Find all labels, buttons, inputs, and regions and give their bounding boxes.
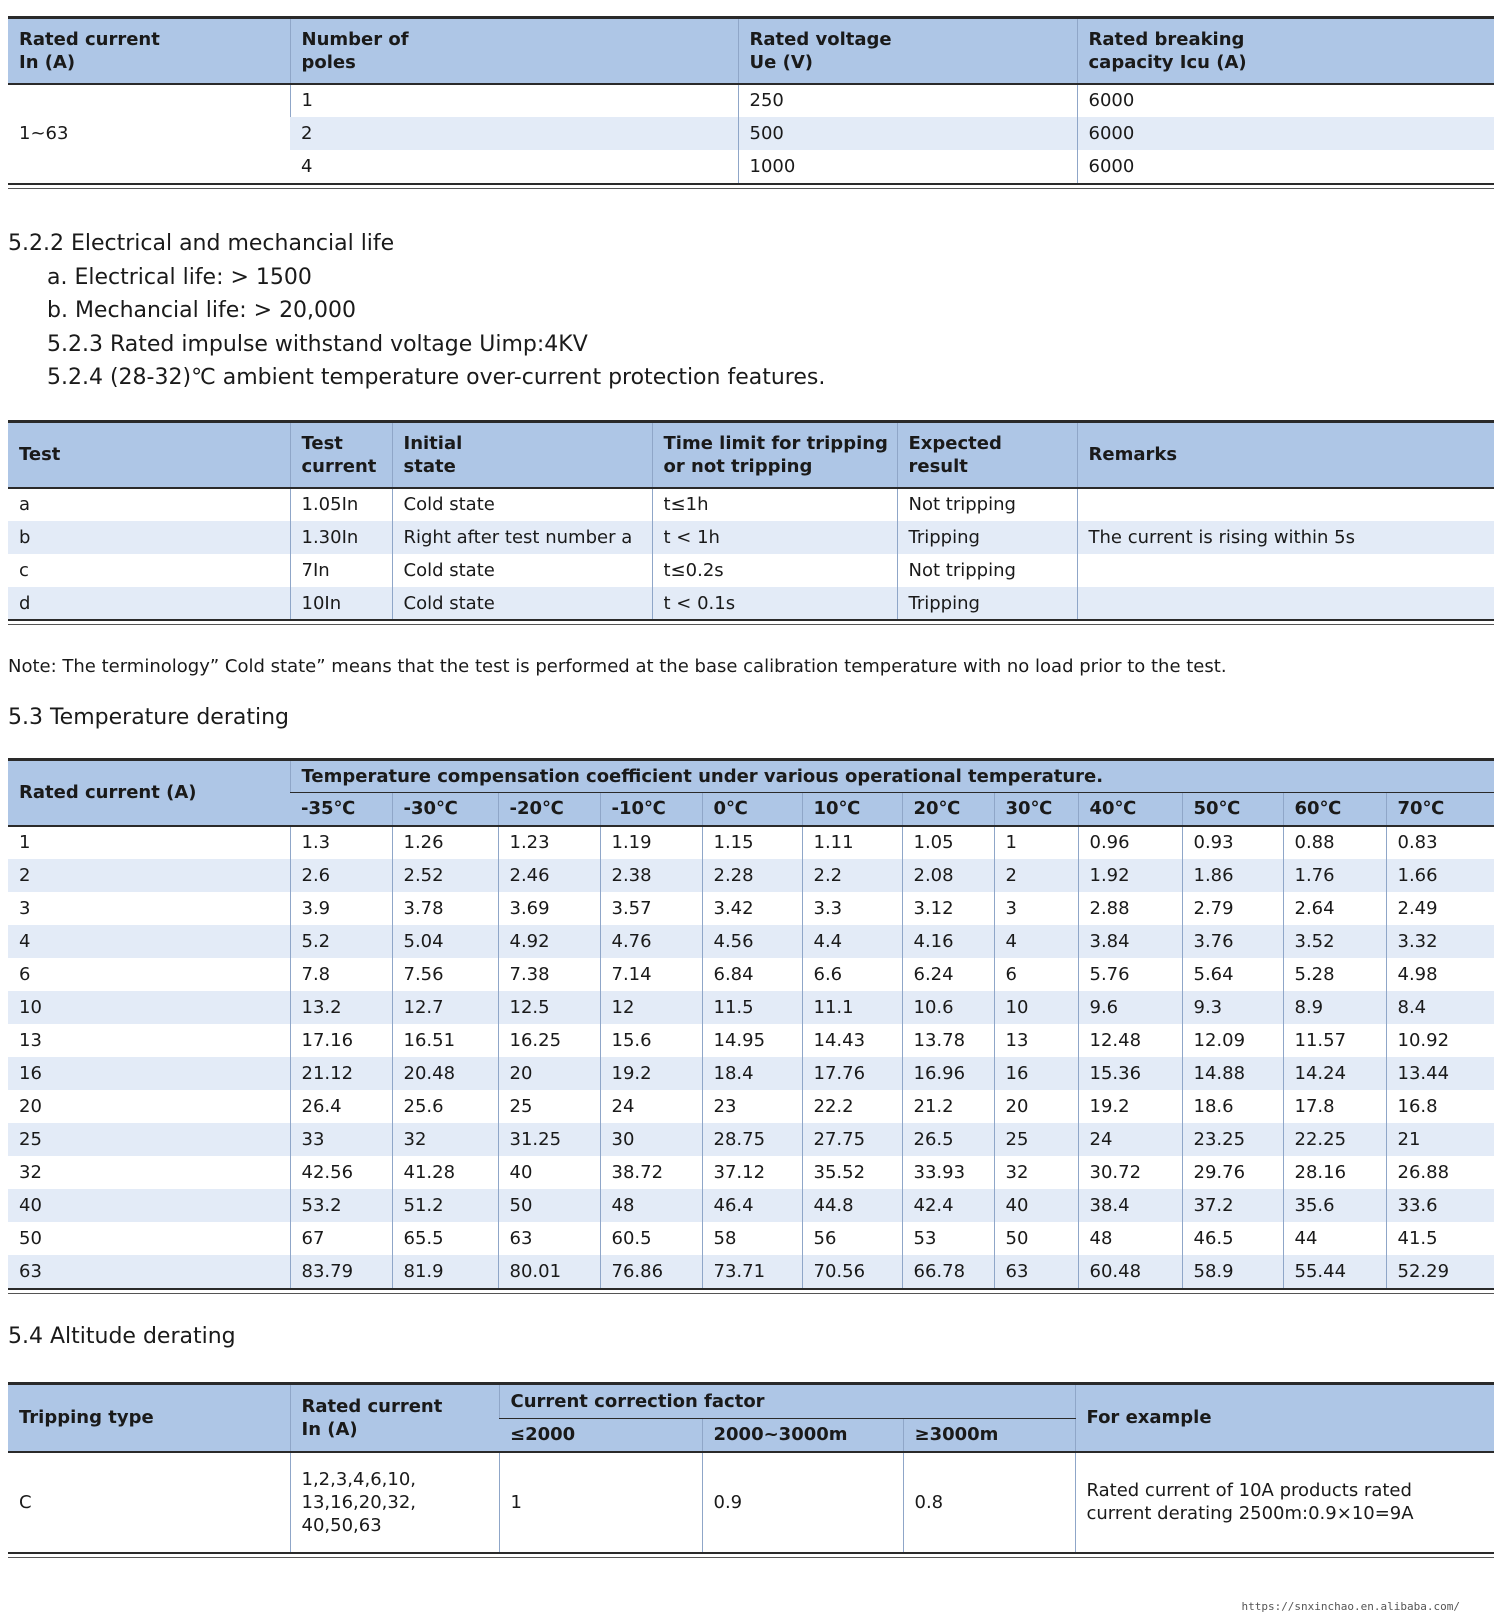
cell: 4.16 xyxy=(902,925,994,958)
cell: 40 xyxy=(8,1189,290,1222)
cell: 2.52 xyxy=(392,859,498,892)
cell: 21 xyxy=(1386,1123,1494,1156)
cell: 4 xyxy=(8,925,290,958)
cell: 40 xyxy=(994,1189,1078,1222)
table-row xyxy=(8,1452,1494,1552)
cell: 7.56 xyxy=(392,958,498,991)
cell: 1.15 xyxy=(702,826,802,859)
cell: 7In xyxy=(290,554,392,587)
cell: 37.12 xyxy=(702,1156,802,1189)
cell: 1 xyxy=(290,84,738,117)
section-heading-54: 5.4 Altitude derating xyxy=(8,1324,236,1349)
cell: 23.25 xyxy=(1182,1123,1283,1156)
cell: 21.12 xyxy=(290,1057,392,1090)
cell: The current is rising within 5s xyxy=(1077,521,1494,554)
col-example: For example xyxy=(1075,1384,1494,1452)
cell: 3.69 xyxy=(498,892,600,925)
col-temp: -20℃ xyxy=(498,793,600,826)
cell: 66.78 xyxy=(902,1255,994,1288)
cell: 13.2 xyxy=(290,991,392,1024)
cell: 12.7 xyxy=(392,991,498,1024)
col-expected: Expected result xyxy=(897,422,1077,488)
cell: 73.71 xyxy=(702,1255,802,1288)
cell: 65.5 xyxy=(392,1222,498,1255)
cell: 4.98 xyxy=(1386,958,1494,991)
cell: 60.5 xyxy=(600,1222,702,1255)
cell: 2.2 xyxy=(802,859,902,892)
cell: 25.6 xyxy=(392,1090,498,1123)
cell: 30 xyxy=(600,1123,702,1156)
cell: 0.8 xyxy=(903,1452,1075,1552)
cell: 11.5 xyxy=(702,991,802,1024)
table-row xyxy=(8,1255,1494,1288)
cell: 30.72 xyxy=(1078,1156,1182,1189)
cell: Not tripping xyxy=(897,488,1077,521)
cell: 3.57 xyxy=(600,892,702,925)
cell: 28.16 xyxy=(1283,1156,1386,1189)
col-temp: 0℃ xyxy=(702,793,802,826)
cell: 33 xyxy=(290,1123,392,1156)
cell: 7.14 xyxy=(600,958,702,991)
cell: 11.57 xyxy=(1283,1024,1386,1057)
cell: 41.28 xyxy=(392,1156,498,1189)
table-row xyxy=(8,826,1494,859)
cell: 17.16 xyxy=(290,1024,392,1057)
cell: 26.4 xyxy=(290,1090,392,1123)
impulse-voltage: 5.2.3 Rated impulse withstand voltage Uimp:4KV xyxy=(47,332,588,357)
mechanical-life: b. Mechancial life: > 20,000 xyxy=(47,298,357,323)
cell: 1.76 xyxy=(1283,859,1386,892)
table-row xyxy=(8,1156,1494,1189)
cell: t < 0.1s xyxy=(652,587,897,620)
cell: 8.4 xyxy=(1386,991,1494,1024)
cell: 16 xyxy=(994,1057,1078,1090)
cell: 58 xyxy=(702,1222,802,1255)
cell: 26.88 xyxy=(1386,1156,1494,1189)
cell: 7.8 xyxy=(290,958,392,991)
cell: 25 xyxy=(498,1090,600,1123)
cell: 3.9 xyxy=(290,892,392,925)
cell: 31.25 xyxy=(498,1123,600,1156)
cell: 14.95 xyxy=(702,1024,802,1057)
cell: t≤0.2s xyxy=(652,554,897,587)
cell: 20.48 xyxy=(392,1057,498,1090)
cell: 3.78 xyxy=(392,892,498,925)
cell: 1000 xyxy=(738,150,1077,183)
cell: Not tripping xyxy=(897,554,1077,587)
cell: Tripping xyxy=(897,587,1077,620)
cell: 4.76 xyxy=(600,925,702,958)
correction-factor-header: Current correction factor xyxy=(499,1384,1075,1419)
cell: 1.26 xyxy=(392,826,498,859)
cell: 53.2 xyxy=(290,1189,392,1222)
divider xyxy=(8,1557,1494,1558)
divider xyxy=(8,624,1494,625)
cell: 25 xyxy=(994,1123,1078,1156)
cell: 26.5 xyxy=(902,1123,994,1156)
cell: 3.42 xyxy=(702,892,802,925)
col-temp: 40℃ xyxy=(1078,793,1182,826)
col-temp: 10℃ xyxy=(802,793,902,826)
cell: c xyxy=(19,559,29,581)
cell: 29.76 xyxy=(1182,1156,1283,1189)
cell: 5.76 xyxy=(1078,958,1182,991)
cell: Cold state xyxy=(392,587,652,620)
cell: 4.4 xyxy=(802,925,902,958)
table-row xyxy=(8,84,1494,117)
col-breaking: Rated breaking capacity Icu (A) xyxy=(1077,18,1494,84)
cell: 35.52 xyxy=(802,1156,902,1189)
altitude-table xyxy=(8,1382,1494,1552)
cell: 3 xyxy=(19,897,31,919)
cell: 25 xyxy=(8,1123,290,1156)
cell: 4 xyxy=(301,155,313,177)
cell: 38.72 xyxy=(600,1156,702,1189)
cell: 2.49 xyxy=(1386,892,1494,925)
cell: 7.38 xyxy=(498,958,600,991)
cell: 53 xyxy=(902,1222,994,1255)
cell: 0.83 xyxy=(1386,826,1494,859)
cell: 35.6 xyxy=(1283,1189,1386,1222)
col-temp: 30℃ xyxy=(994,793,1078,826)
col-temp: -10℃ xyxy=(600,793,702,826)
cell: 76.86 xyxy=(600,1255,702,1288)
cell: 16.51 xyxy=(392,1024,498,1057)
cell: 33.6 xyxy=(1386,1189,1494,1222)
table-row xyxy=(8,991,1494,1024)
cell: 16.8 xyxy=(1386,1090,1494,1123)
cell: 5.2 xyxy=(290,925,392,958)
cell: 42.4 xyxy=(902,1189,994,1222)
cell: 12 xyxy=(600,991,702,1024)
cell: 20 xyxy=(994,1090,1078,1123)
cell: 22.25 xyxy=(1283,1123,1386,1156)
cold-state-note: Note: The terminology” Cold state” means that the test is performed at the base calibration temperature with no load prior to the test. xyxy=(8,656,1227,677)
divider xyxy=(8,1552,1494,1554)
table-row xyxy=(8,587,1494,620)
col-alt-low: ≤2000 xyxy=(499,1419,702,1452)
cell: 2.6 xyxy=(290,859,392,892)
cell: 6000 xyxy=(1077,117,1494,150)
table-row xyxy=(8,958,1494,991)
col-temp: 70℃ xyxy=(1386,793,1494,826)
cell: 50 xyxy=(994,1222,1078,1255)
cell: t < 1h xyxy=(652,521,897,554)
cell: 32 xyxy=(994,1156,1078,1189)
cell: 1.92 xyxy=(1078,859,1182,892)
cell: 24 xyxy=(1078,1123,1182,1156)
cell: 4.92 xyxy=(498,925,600,958)
cell: 60.48 xyxy=(1078,1255,1182,1288)
col-temp: -30℃ xyxy=(392,793,498,826)
cell: 81.9 xyxy=(392,1255,498,1288)
cell: 10 xyxy=(8,991,290,1024)
cell: 37.2 xyxy=(1182,1189,1283,1222)
table-row xyxy=(8,1057,1494,1090)
cell: 1 xyxy=(994,826,1078,859)
cell: 1.3 xyxy=(290,826,392,859)
cell: 44.8 xyxy=(802,1189,902,1222)
cell: 15.6 xyxy=(600,1024,702,1057)
table-row xyxy=(8,1090,1494,1123)
cell: 20 xyxy=(19,1095,42,1117)
cell: 8.9 xyxy=(1283,991,1386,1024)
cell: 14.88 xyxy=(1182,1057,1283,1090)
cell: Tripping xyxy=(897,521,1077,554)
cell: 17.8 xyxy=(1283,1090,1386,1123)
cell: 2.38 xyxy=(600,859,702,892)
cell: 13.78 xyxy=(902,1024,994,1057)
table-row xyxy=(8,488,1494,521)
cell: 51.2 xyxy=(392,1189,498,1222)
cell: 2.64 xyxy=(1283,892,1386,925)
cell: 6 xyxy=(994,958,1078,991)
cell: 18.4 xyxy=(702,1057,802,1090)
cell: 4.56 xyxy=(702,925,802,958)
temperature-group-header: Temperature compensation coefficient under various operational temperature. xyxy=(290,760,1494,793)
cell: 63 xyxy=(498,1222,600,1255)
cell: 83.79 xyxy=(290,1255,392,1288)
cell: 6.84 xyxy=(702,958,802,991)
cell: 16 xyxy=(8,1057,290,1090)
cell: b xyxy=(8,521,290,554)
cell: 50 xyxy=(19,1227,42,1249)
cell: Rated current of 10A products rated current derating 2500m:0.9×10=9A xyxy=(1075,1452,1494,1552)
cell: 5.04 xyxy=(392,925,498,958)
table-row xyxy=(8,1189,1494,1222)
divider xyxy=(8,1288,1494,1290)
cell: 58.9 xyxy=(1182,1255,1283,1288)
cell: 3.84 xyxy=(1078,925,1182,958)
cell: Right after test number a xyxy=(392,521,652,554)
cell: 10 xyxy=(994,991,1078,1024)
col-rated-current: Rated current In (A) xyxy=(290,1384,499,1452)
watermark: https://snxinchao.en.alibaba.com/ xyxy=(1241,1600,1460,1613)
cell xyxy=(1077,488,1494,521)
cell: 5.28 xyxy=(1283,958,1386,991)
cell: 6.6 xyxy=(802,958,902,991)
cell: 1 xyxy=(499,1452,702,1552)
section-heading-522: 5.2.2 Electrical and mechancial life xyxy=(8,231,395,256)
cell: 17.76 xyxy=(802,1057,902,1090)
cell: 3.52 xyxy=(1283,925,1386,958)
cell: 0.96 xyxy=(1078,826,1182,859)
cell: 27.75 xyxy=(802,1123,902,1156)
cell: 3 xyxy=(994,892,1078,925)
cell: 19.2 xyxy=(600,1057,702,1090)
cell: 14.24 xyxy=(1283,1057,1386,1090)
col-alt-high: ≥3000m xyxy=(903,1419,1075,1452)
divider xyxy=(8,619,1494,621)
cell: 80.01 xyxy=(498,1255,600,1288)
cell: 10.92 xyxy=(1386,1024,1494,1057)
cell: 19.2 xyxy=(1078,1090,1182,1123)
cell: 5.64 xyxy=(1182,958,1283,991)
cell: 2 xyxy=(290,117,738,150)
divider xyxy=(8,188,1494,189)
cell: 1.05In xyxy=(290,488,392,521)
cell: 22.2 xyxy=(802,1090,902,1123)
cell: 16.25 xyxy=(498,1024,600,1057)
cell: 33.93 xyxy=(902,1156,994,1189)
cell: 48 xyxy=(600,1189,702,1222)
cell: 63 xyxy=(8,1255,290,1288)
cell: 41.5 xyxy=(1386,1222,1494,1255)
cell: 46.4 xyxy=(702,1189,802,1222)
table-row xyxy=(8,859,1494,892)
cell: 18.6 xyxy=(1182,1090,1283,1123)
col-alt-mid: 2000~3000m xyxy=(702,1419,903,1452)
col-test: Test xyxy=(8,422,290,488)
col-temp: 50℃ xyxy=(1182,793,1283,826)
cell: 11.1 xyxy=(802,991,902,1024)
col-temp: 60℃ xyxy=(1283,793,1386,826)
cell: 12.5 xyxy=(498,991,600,1024)
cell: 2.88 xyxy=(1078,892,1182,925)
cell xyxy=(1077,587,1494,620)
cell: 1~63 xyxy=(19,123,69,144)
cell: 1.11 xyxy=(802,826,902,859)
col-voltage: Rated voltage Ue (V) xyxy=(738,18,1077,84)
cell: 4 xyxy=(994,925,1078,958)
cell: 52.29 xyxy=(1386,1255,1494,1288)
cell: 500 xyxy=(738,117,1077,150)
cell: 32 xyxy=(19,1161,42,1183)
cell: 13.44 xyxy=(1386,1057,1494,1090)
col-remarks: Remarks xyxy=(1077,422,1494,488)
cell: 3.76 xyxy=(1182,925,1283,958)
cell: 2 xyxy=(8,859,290,892)
cell: 9.3 xyxy=(1182,991,1283,1024)
temperature-table xyxy=(8,758,1494,1288)
cell: 2 xyxy=(994,859,1078,892)
cell: 10.6 xyxy=(902,991,994,1024)
cell: 3.32 xyxy=(1386,925,1494,958)
cell: 9.6 xyxy=(1078,991,1182,1024)
col-poles: Number of poles xyxy=(290,18,738,84)
cell: C xyxy=(19,1491,32,1513)
cell: 0.9 xyxy=(702,1452,903,1552)
cell: 14.43 xyxy=(802,1024,902,1057)
trip-table xyxy=(8,420,1494,620)
rated-table xyxy=(8,16,1494,183)
col-temp: -35℃ xyxy=(290,793,392,826)
cell: 48 xyxy=(1078,1222,1182,1255)
cell: 20 xyxy=(498,1057,600,1090)
cell: 70.56 xyxy=(802,1255,902,1288)
cell: 44 xyxy=(1283,1222,1386,1255)
cell: 1.23 xyxy=(498,826,600,859)
cell: 3.3 xyxy=(802,892,902,925)
section-heading-53: 5.3 Temperature derating xyxy=(8,705,290,730)
cell: 2.08 xyxy=(902,859,994,892)
cell: 2.79 xyxy=(1182,892,1283,925)
cell: 21.2 xyxy=(902,1090,994,1123)
cell: 28.75 xyxy=(702,1123,802,1156)
cell: 6000 xyxy=(1077,150,1494,183)
cell: 55.44 xyxy=(1283,1255,1386,1288)
cell: 56 xyxy=(802,1222,902,1255)
cell: 6.24 xyxy=(902,958,994,991)
divider xyxy=(8,183,1494,185)
table-row xyxy=(8,1024,1494,1057)
col-initial-state: Initial state xyxy=(392,422,652,488)
cell: t≤1h xyxy=(652,488,897,521)
table-row xyxy=(8,1222,1494,1255)
electrical-life: a. Electrical life: > 1500 xyxy=(47,265,312,290)
cell: 3.12 xyxy=(902,892,994,925)
cell: Cold state xyxy=(392,554,652,587)
cell: 2.28 xyxy=(702,859,802,892)
divider xyxy=(8,1293,1494,1294)
cell: a xyxy=(19,494,31,515)
cell: 46.5 xyxy=(1182,1222,1283,1255)
cell: 6 xyxy=(19,963,31,985)
cell: 67 xyxy=(290,1222,392,1255)
col-rated-current: Rated current In (A) xyxy=(8,18,290,84)
cell: 13 xyxy=(994,1024,1078,1057)
col-time-limit: Time limit for tripping or not tripping xyxy=(652,422,897,488)
cell: 42.56 xyxy=(290,1156,392,1189)
cell: 23 xyxy=(702,1090,802,1123)
cell: 1.86 xyxy=(1182,859,1283,892)
cell: 1.66 xyxy=(1386,859,1494,892)
cell: 15.36 xyxy=(1078,1057,1182,1090)
table-row xyxy=(8,925,1494,958)
cell: 63 xyxy=(994,1255,1078,1288)
cell: 250 xyxy=(738,84,1077,117)
table-row xyxy=(8,554,1494,587)
table-row xyxy=(8,892,1494,925)
col-rated-current: Rated current (A) xyxy=(8,760,290,826)
cell: 0.88 xyxy=(1283,826,1386,859)
cell: 12.09 xyxy=(1182,1024,1283,1057)
cell: 32 xyxy=(392,1123,498,1156)
table-row xyxy=(8,521,1494,554)
cell: 1 xyxy=(19,832,31,853)
cell: 6000 xyxy=(1077,84,1494,117)
cell: 12.48 xyxy=(1078,1024,1182,1057)
cell: 1.05 xyxy=(902,826,994,859)
cell: 10In xyxy=(290,587,392,620)
cell: d xyxy=(8,587,290,620)
table-row xyxy=(8,1123,1494,1156)
cell: 50 xyxy=(498,1189,600,1222)
cell: Cold state xyxy=(392,488,652,521)
col-temp: 20℃ xyxy=(902,793,994,826)
cell: 38.4 xyxy=(1078,1189,1182,1222)
cell: 1.19 xyxy=(600,826,702,859)
cell: 13 xyxy=(19,1029,42,1051)
cell: 0.93 xyxy=(1182,826,1283,859)
col-test-current: Test current xyxy=(290,422,392,488)
ambient-temp: 5.2.4 (28-32)℃ ambient temperature over-current protection features. xyxy=(47,365,826,390)
cell: 40 xyxy=(498,1156,600,1189)
cell: 16.96 xyxy=(902,1057,994,1090)
col-tripping-type: Tripping type xyxy=(8,1384,290,1452)
cell: 1,2,3,4,6,10, 13,16,20,32, 40,50,63 xyxy=(290,1452,499,1552)
cell: 24 xyxy=(600,1090,702,1123)
cell: 2.46 xyxy=(498,859,600,892)
cell: 1.30In xyxy=(290,521,392,554)
cell xyxy=(1077,554,1494,587)
